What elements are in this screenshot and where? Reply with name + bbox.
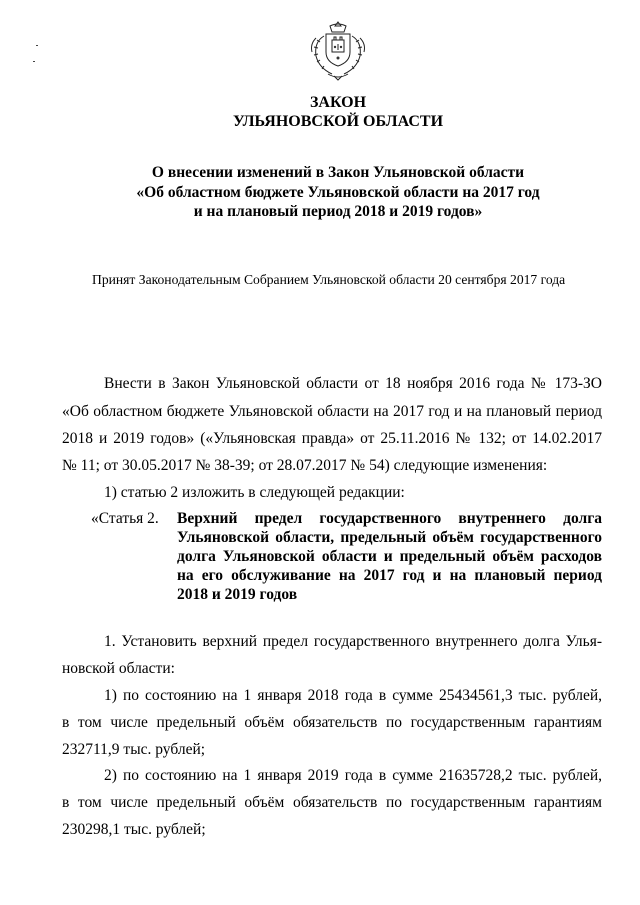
scan-speck: [33, 61, 35, 62]
intro-line-3: 2018 и 2019 годов» («Ульяновская правда» от 25.11.2016 № 132; от 14.02.2017: [62, 430, 602, 447]
item-1: 1) статью 2 изложить в следующей редакции:: [104, 484, 405, 501]
paragraph-1-line-2: новской области:: [62, 660, 175, 677]
paragraph-1-line-1: 1. Установить верхний предел государственного внутреннего долга Улья-: [104, 633, 602, 650]
article-title-line-5: 2018 и 2019 годов: [177, 586, 298, 603]
subitem-2-line-1: 2) по состоянию на 1 января 2019 года в сумме 21635728,2 тыс. рублей,: [104, 767, 602, 784]
article-title-line-2: Ульяновской области, предельный объём государственного: [177, 529, 602, 546]
adoption-note: Принят Законодательным Собранием Ульяновской области 20 сентября 2017 года: [92, 272, 566, 287]
subitem-1-line-2: в том числе предельный объём обязательств по государственным гарантиям: [62, 714, 602, 731]
article-title-line-4: на его обслуживание на 2017 год и на плановый период: [177, 567, 602, 584]
law-region: УЛЬЯНОВСКОЙ ОБЛАСТИ: [232, 113, 444, 130]
subject-line-2: «Об областном бюджете Ульяновской области на 2017 год: [136, 184, 540, 201]
subitem-2-line-2: в том числе предельный объём обязательств по государственным гарантиям: [62, 794, 602, 811]
article-label: «Статья 2.: [91, 510, 159, 527]
subitem-1-line-1: 1) по состоянию на 1 января 2018 года в сумме 25434561,3 тыс. рублей,: [104, 687, 602, 704]
law-title: ЗАКОН: [309, 94, 367, 111]
subject-line-1: О внесении изменений в Закон Ульяновской области: [151, 164, 525, 181]
intro-line-4: № 11; от 30.05.2017 № 38-39; от 28.07.2017 № 54) следующие изменения:: [62, 457, 548, 474]
scan-speck: [36, 45, 38, 46]
article-title-line-3: долга Ульяновской области и предельный объём расходов: [177, 548, 602, 565]
coat-of-arms-icon: [306, 18, 370, 82]
subject-line-3: и на плановый период 2018 и 2019 годов»: [193, 203, 483, 220]
intro-line-2: «Об областном бюджете Ульяновской области на 2017 год и на плановый период: [62, 403, 602, 420]
article-title-line-1: Верхний предел государственного внутреннего долга: [177, 510, 602, 527]
intro-line-1: Внести в Закон Ульяновской области от 18 ноября 2016 года № 173-ЗО: [104, 375, 602, 392]
subitem-1-line-3: 232711,9 тыс. рублей;: [62, 741, 206, 758]
subitem-2-line-3: 230298,1 тыс. рублей;: [62, 821, 206, 838]
